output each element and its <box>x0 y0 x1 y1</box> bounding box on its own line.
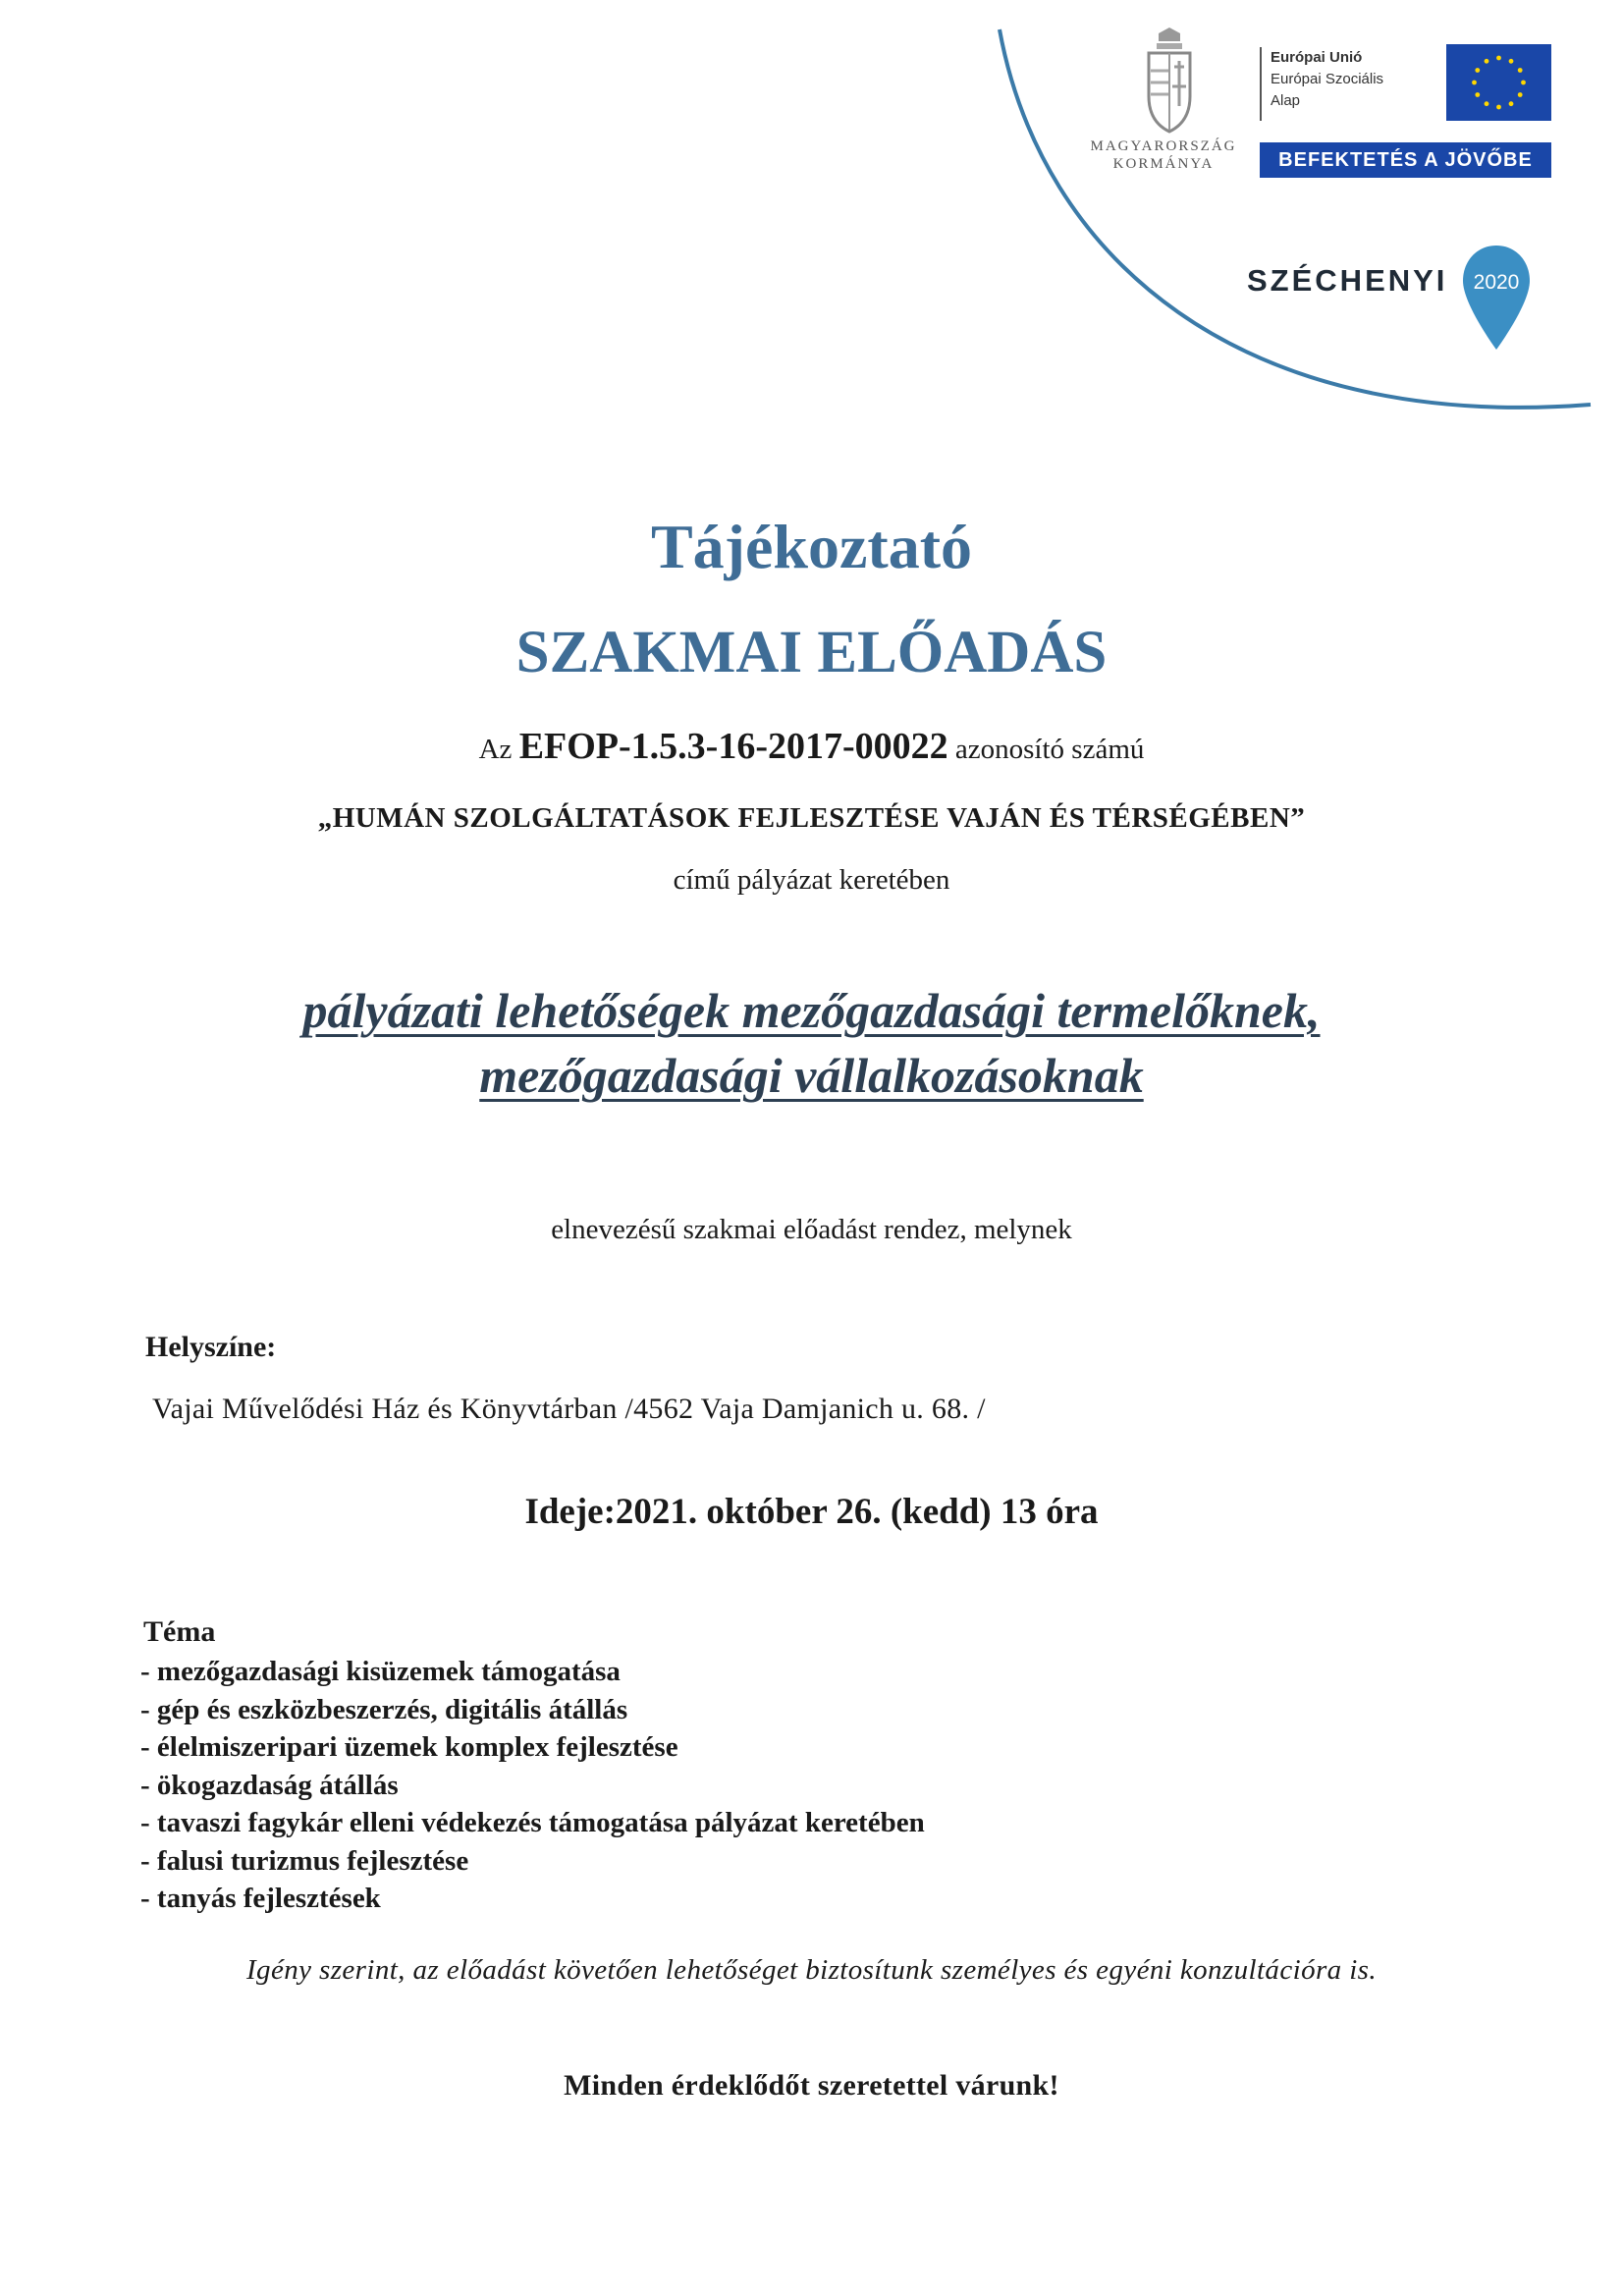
location-label: Helyszíne: <box>145 1331 277 1363</box>
eu-line-1: Európai Unió <box>1271 49 1363 66</box>
list-item: - tavaszi fagykár elleni védekezés támogatása pályázat keretében <box>140 1807 925 1838</box>
project-name: „HUMÁN SZOLGÁLTATÁSOK FEJLESZTÉSE VAJÁN ÉS TÉRSÉGÉBEN” <box>317 802 1306 834</box>
gov-line-2: KORMÁNYA <box>1112 156 1215 172</box>
szechenyi-logo-text: SZÉCHENYI <box>1247 263 1448 298</box>
invest-in-future-banner: BEFEKTETÉS A JÖVŐBE <box>1260 142 1551 178</box>
document-subtitle: SZAKMAI ELŐADÁS <box>515 620 1108 685</box>
list-item: - falusi turizmus fejlesztése <box>140 1844 469 1877</box>
szechenyi-year: 2020 <box>1473 271 1520 294</box>
government-logo-text <box>1065 137 1262 173</box>
cimu-line: című pályázat keretében <box>673 864 950 896</box>
location-value: Vajai Művelődési Ház és Könyvtárban /4562 Vaja Damjanich u. 68. / <box>152 1393 986 1425</box>
lecture-topic-line-2: mezőgazdasági vállalkozásoknak <box>479 1048 1144 1103</box>
eu-flag-icon <box>1446 44 1551 121</box>
az-prefix: Az <box>478 734 513 765</box>
document-title: Tájékoztató <box>650 512 973 581</box>
lecture-topic-line-1: pályázati lehetőségek mezőgazdasági termelőknek, <box>302 983 1321 1038</box>
list-item: - ökogazdaság átállás <box>140 1769 399 1801</box>
hungarian-coat-of-arms-logo <box>1139 27 1200 136</box>
eu-logo-text <box>1271 47 1383 112</box>
list-item: - tanyás fejlesztések <box>140 1883 381 1914</box>
eu-divider <box>1260 47 1262 121</box>
topics-list <box>140 1653 925 1918</box>
event-time: Ideje:2021. október 26. (kedd) 13 óra <box>524 1492 1099 1532</box>
eu-line-3: Alap <box>1271 92 1301 109</box>
az-suffix: azonosító számú <box>954 734 1145 765</box>
gov-line-1: MAGYARORSZÁG <box>1090 138 1237 154</box>
consultation-note: Igény szerint, az előadást követően lehetőséget biztosítunk személyes és egyéni konzultációra is. <box>245 1954 1377 1986</box>
szechenyi-2020-pin-icon <box>1461 244 1532 354</box>
list-item: - mezőgazdasági kisüzemek támogatása <box>140 1656 621 1687</box>
eu-line-2: Európai Szociális <box>1271 71 1384 87</box>
project-code-line <box>0 725 1623 768</box>
list-item: - gép és eszközbeszerzés, digitális átállás <box>140 1693 628 1725</box>
elnevezesu-line: elnevezésű szakmai előadást rendez, melynek <box>551 1214 1072 1245</box>
project-code: EFOP-1.5.3-16-2017-00022 <box>518 726 948 767</box>
topics-label: Téma <box>143 1615 216 1648</box>
closing-invitation: Minden érdeklődőt szeretettel várunk! <box>564 2069 1059 2102</box>
list-item: - élelmiszeripari üzemek komplex fejlesztése <box>140 1731 678 1763</box>
